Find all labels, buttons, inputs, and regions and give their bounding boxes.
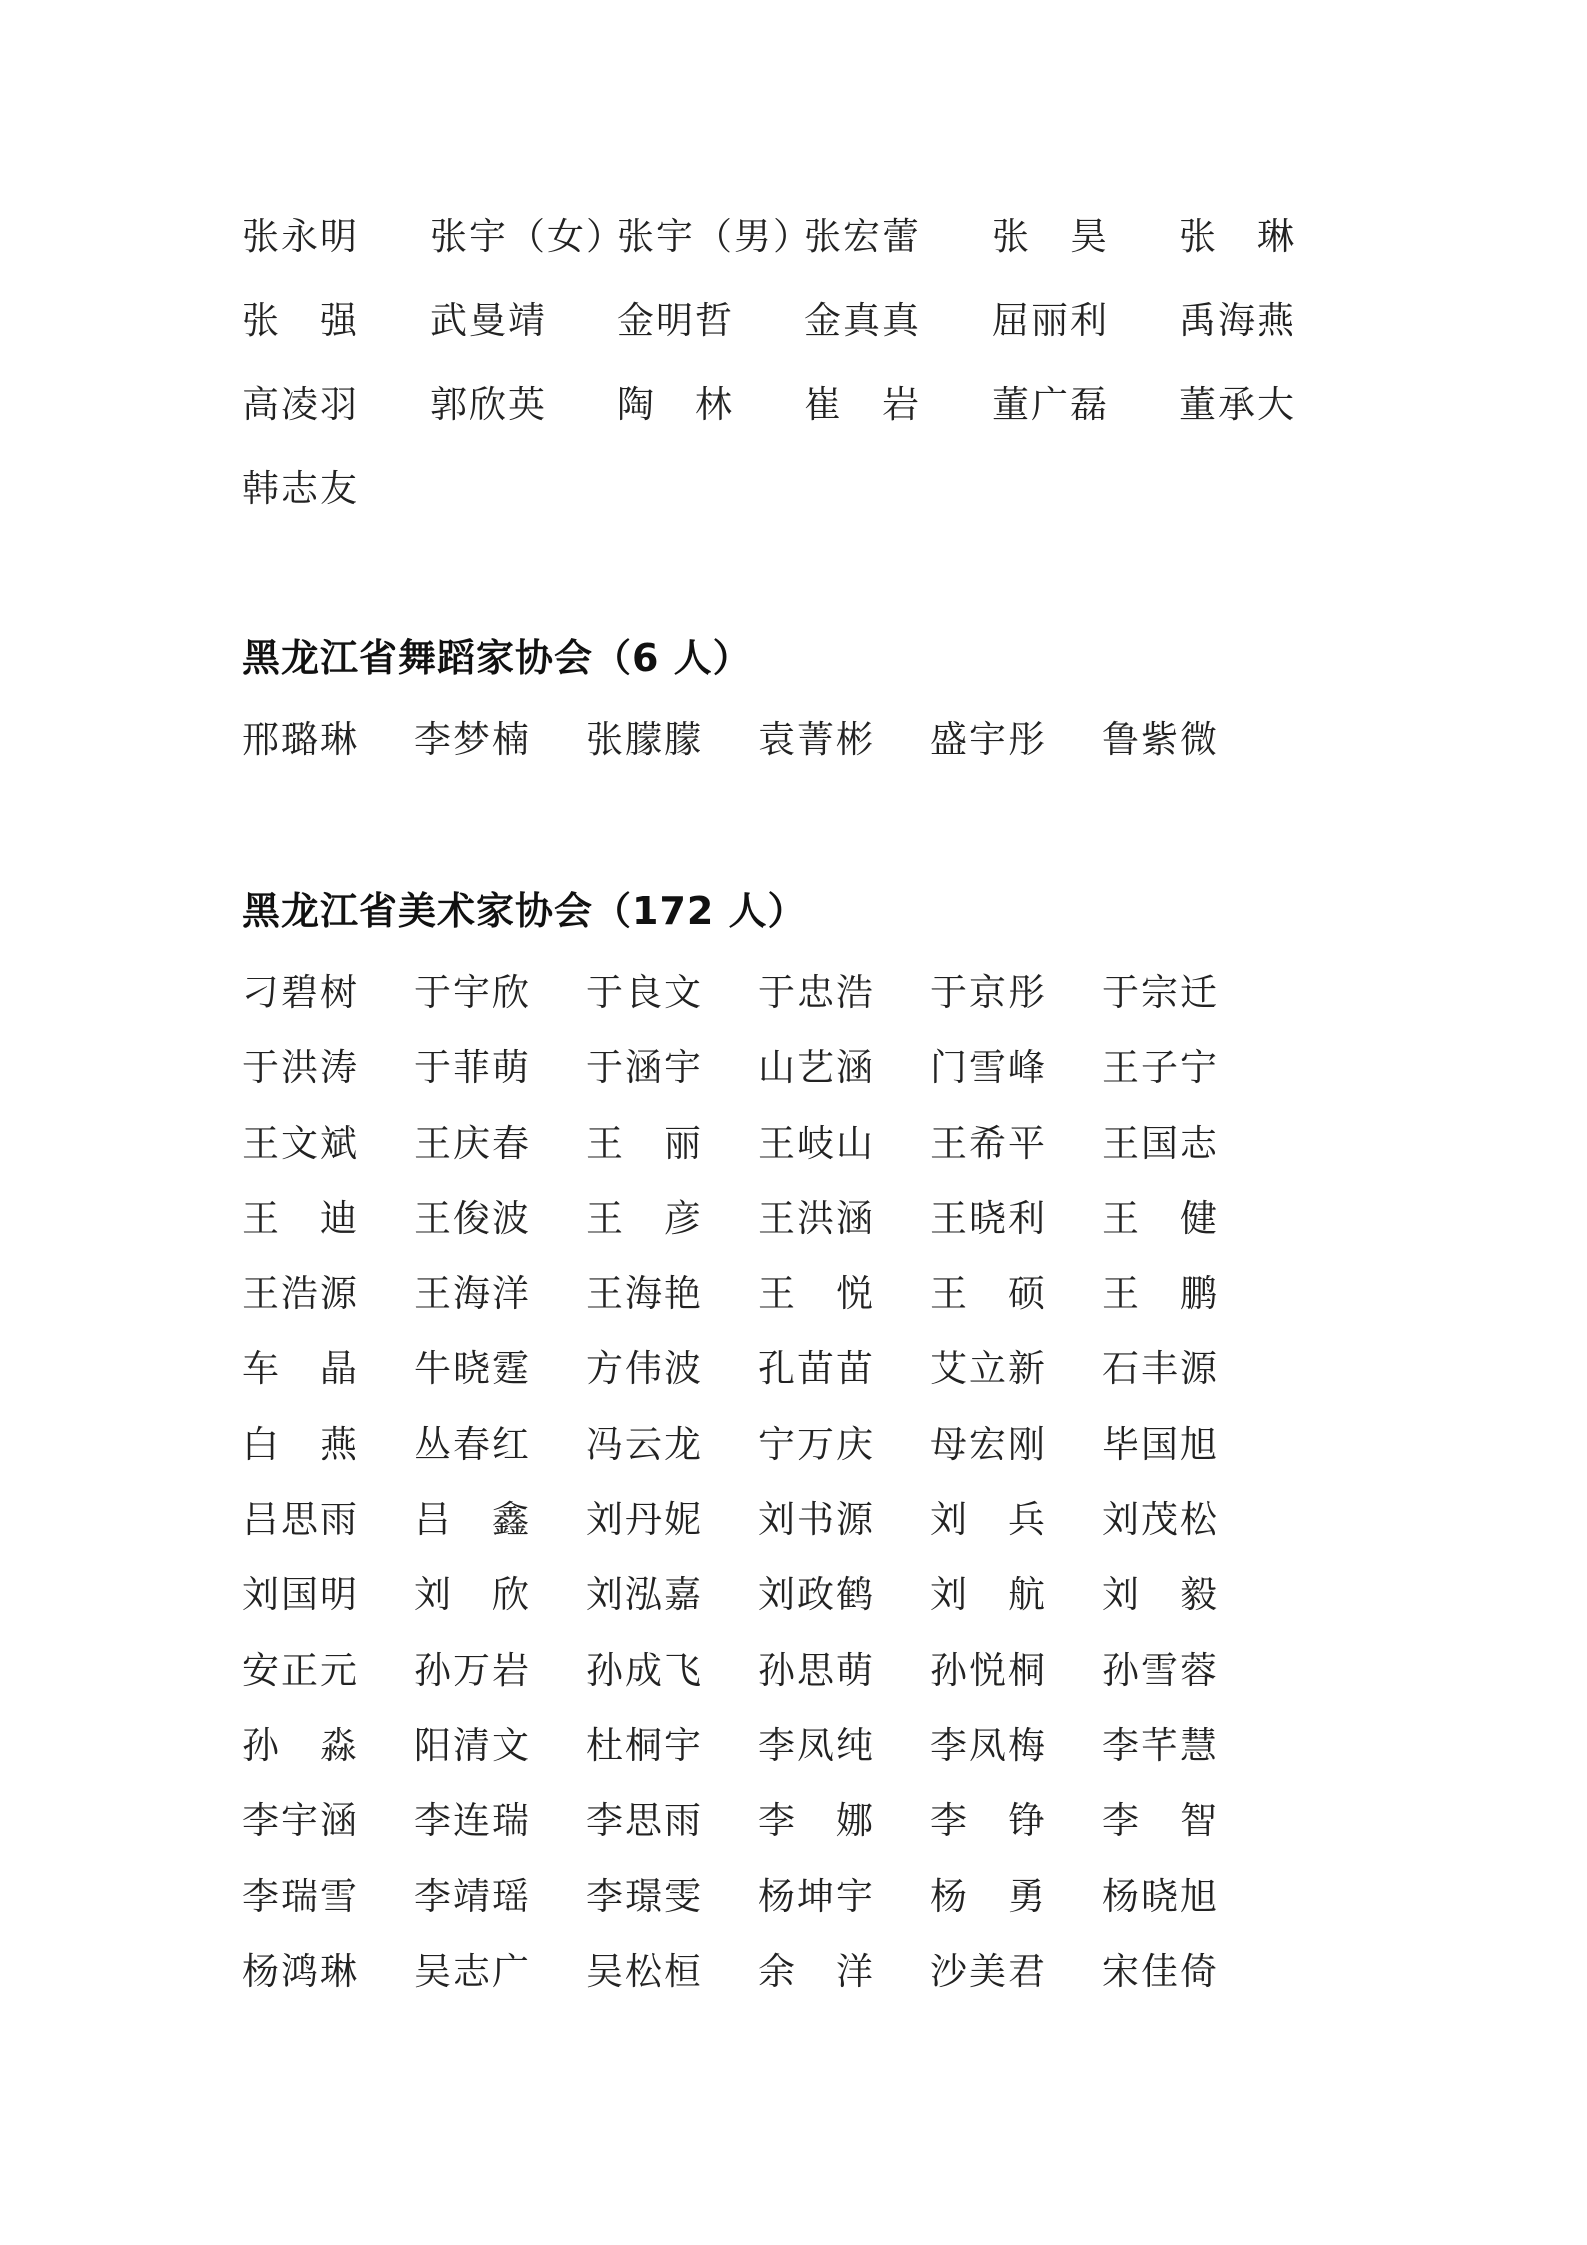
member-name: 孙万岩 [414,1648,531,1692]
member-name: 王海洋 [414,1272,531,1316]
member-name: 王庆春 [414,1121,531,1165]
member-name: 杨坤宇 [758,1874,875,1918]
member-name: 牛晓霆 [414,1347,531,1391]
member-name: 车 晶 [242,1347,359,1391]
member-name: 张朦朦 [586,718,703,761]
member-name: 王希平 [930,1121,1047,1165]
member-name: 高凌羽 [242,383,359,426]
member-name: 刘国明 [242,1573,359,1617]
member-name: 宁万庆 [758,1422,875,1466]
member-name: 王 丽 [586,1121,703,1165]
member-name: 王 彦 [586,1196,703,1240]
member-name: 于涵宇 [586,1046,703,1090]
member-name: 张永明 [242,215,359,258]
member-name: 门雪峰 [930,1046,1047,1090]
member-name: 王晓利 [930,1196,1047,1240]
member-name: 王子宁 [1102,1046,1219,1090]
member-name: 盛宇彤 [930,718,1047,761]
member-name: 于宇欣 [414,971,531,1014]
member-name: 李梦楠 [414,718,531,761]
member-name: 李宇涵 [242,1799,359,1843]
member-name: 李靖瑶 [414,1874,531,1918]
member-name: 王浩源 [242,1272,359,1316]
member-name: 杨晓旭 [1102,1874,1219,1918]
member-name: 王洪涵 [758,1196,875,1240]
member-name: 孙 淼 [242,1723,359,1767]
member-name: 刘茂松 [1102,1498,1219,1542]
member-name: 刁碧树 [242,971,359,1014]
member-name: 刘 航 [930,1573,1047,1617]
member-name: 王 健 [1102,1196,1219,1240]
member-name: 郭欣英 [430,383,547,426]
member-name: 丛春红 [414,1422,531,1466]
member-name: 邢璐琳 [242,718,359,761]
member-name: 刘 毅 [1102,1573,1219,1617]
member-name: 崔 岩 [804,383,921,426]
member-name: 张 强 [242,299,359,342]
member-name: 鲁紫微 [1102,718,1219,761]
member-name: 王 迪 [242,1196,359,1240]
member-name: 金明哲 [617,299,734,342]
member-name: 母宏刚 [930,1422,1047,1466]
member-name: 李凤梅 [930,1723,1047,1767]
art-section-title: 黑龙江省美术家协会（172 人） [242,889,807,933]
member-name: 韩志友 [242,467,359,510]
member-name: 孙雪蓉 [1102,1648,1219,1692]
member-name: 沙美君 [930,1949,1047,1993]
member-name: 于京彤 [930,971,1047,1014]
member-name: 王俊波 [414,1196,531,1240]
member-name: 山艺涵 [758,1046,875,1090]
member-name: 武曼靖 [430,299,547,342]
member-name: 董承大 [1179,383,1296,426]
member-name: 袁菁彬 [758,718,875,761]
member-name: 杜桐宇 [586,1723,703,1767]
member-name: 石丰源 [1102,1347,1219,1391]
member-name: 刘泓嘉 [586,1573,703,1617]
member-name: 王海艳 [586,1272,703,1316]
member-name: 于菲萌 [414,1046,531,1090]
member-name: 于宗迁 [1102,971,1219,1014]
member-name: 李凤纯 [758,1723,875,1767]
member-name: 张 琳 [1179,215,1296,258]
member-name: 刘 欣 [414,1573,531,1617]
member-name: 李 娜 [758,1799,875,1843]
member-name: 刘书源 [758,1498,875,1542]
member-name: 王文斌 [242,1121,359,1165]
member-name: 安正元 [242,1648,359,1692]
member-name: 孙思萌 [758,1648,875,1692]
member-name: 王 硕 [930,1272,1047,1316]
member-name: 李 智 [1102,1799,1219,1843]
member-name: 孔苗苗 [758,1347,875,1391]
member-name: 阳清文 [414,1723,531,1767]
member-name: 方伟波 [586,1347,703,1391]
member-name: 白 燕 [242,1422,359,1466]
member-name: 王 悦 [758,1272,875,1316]
member-name: 金真真 [804,299,921,342]
member-name: 吕思雨 [242,1498,359,1542]
member-name: 宋佳倚 [1102,1949,1219,1993]
member-name: 李瑞雪 [242,1874,359,1918]
member-name: 禹海燕 [1179,299,1296,342]
member-name: 张宇（女） [430,215,625,258]
member-name: 李连瑞 [414,1799,531,1843]
member-name: 王岐山 [758,1121,875,1165]
member-name: 李思雨 [586,1799,703,1843]
member-name: 孙成飞 [586,1648,703,1692]
member-name: 董广磊 [992,383,1109,426]
member-name: 张宏蕾 [804,215,921,258]
member-name: 于洪涛 [242,1046,359,1090]
member-name: 王国志 [1102,1121,1219,1165]
member-name: 吴松桓 [586,1949,703,1993]
member-name: 毕国旭 [1102,1422,1219,1466]
member-name: 刘 兵 [930,1498,1047,1542]
member-name: 吕 鑫 [414,1498,531,1542]
member-name: 吴志广 [414,1949,531,1993]
member-name: 张宇（男） [617,215,812,258]
member-name: 李 铮 [930,1799,1047,1843]
member-name: 艾立新 [930,1347,1047,1391]
member-name: 陶 林 [617,383,734,426]
member-name: 孙悦桐 [930,1648,1047,1692]
member-name: 刘丹妮 [586,1498,703,1542]
member-name: 刘政鹤 [758,1573,875,1617]
member-name: 张 昊 [992,215,1109,258]
member-name: 余 洋 [758,1949,875,1993]
dance-section-title: 黑龙江省舞蹈家协会（6 人） [242,636,752,680]
member-name: 李芊慧 [1102,1723,1219,1767]
member-name: 屈丽利 [992,299,1109,342]
member-name: 王 鹏 [1102,1272,1219,1316]
member-name: 于良文 [586,971,703,1014]
member-name: 杨 勇 [930,1874,1047,1918]
member-name: 于忠浩 [758,971,875,1014]
member-name: 杨鸿琳 [242,1949,359,1993]
member-name: 李璟雯 [586,1874,703,1918]
member-name: 冯云龙 [586,1422,703,1466]
